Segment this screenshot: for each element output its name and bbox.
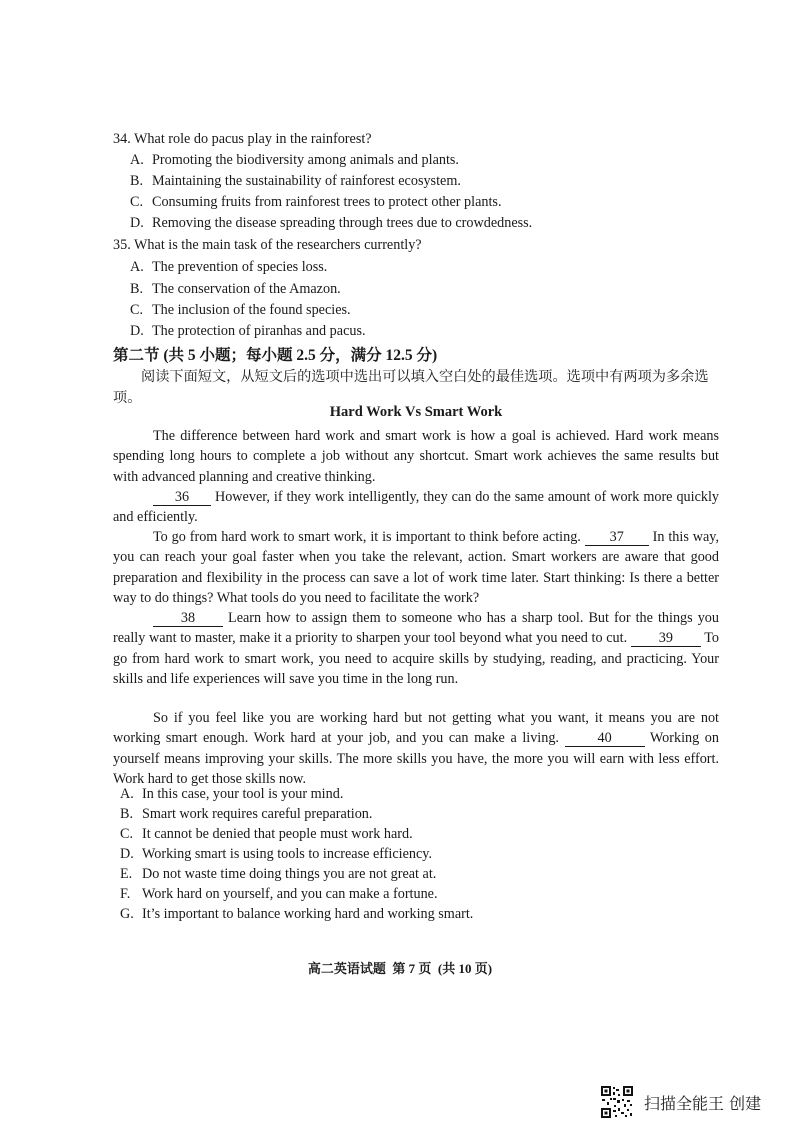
choice-d [120, 844, 432, 864]
passage-paragraph-1: The difference between hard work and smart work is how a goal is achieved. Hard work means spending long hours to complete a job without any shortcut. Smart work achieves the same results but with advanced planning and creative thinking. [113, 428, 719, 485]
option-34-c [130, 192, 502, 213]
choice-text: Smart work requires careful preparation. [142, 806, 373, 822]
blank-38: 38 [153, 610, 223, 627]
choice-text: Do not waste time doing things you are not great at. [142, 866, 437, 882]
option-text: Maintaining the sustainability of rainforest ecosystem. [152, 173, 461, 189]
passage-title: Hard Work Vs Smart Work [329, 404, 503, 420]
watermark [600, 1085, 790, 1119]
qr-code-icon [600, 1085, 634, 1119]
paragraph-text: However, if they work intelligently, they can do the same amount of work more quickly and efficiently. [113, 489, 719, 526]
section-heading: 第二节 (共 5 小题；每小题 2.5 分，满分 12.5 分) [113, 347, 438, 364]
choice-letter: E. [120, 866, 133, 882]
passage-paragraph-3 [113, 527, 719, 608]
option-letter: C. [130, 194, 144, 210]
blank-40: 40 [565, 730, 645, 747]
question-stem: What role do pacus play in the rainforest? [134, 131, 372, 147]
question-34 [113, 129, 372, 150]
option-text: The conservation of the Amazon. [152, 281, 341, 297]
question-number: 35. [113, 237, 131, 253]
option-35-b [130, 279, 341, 300]
choice-text: Working smart is using tools to increase efficiency. [142, 846, 433, 862]
choice-text: It cannot be denied that people must work hard. [142, 826, 413, 842]
option-letter: D. [130, 215, 144, 231]
question-35 [113, 235, 422, 256]
watermark-text: 扫描全能王 创建 [644, 1094, 762, 1113]
option-text: The protection of piranhas and pacus. [152, 323, 366, 339]
blank-37: 37 [585, 529, 649, 546]
choice-f [120, 884, 438, 904]
option-text: The prevention of species loss. [152, 259, 328, 275]
option-letter: B. [130, 173, 144, 189]
question-stem: What is the main task of the researchers currently? [134, 237, 422, 253]
paragraph-text: To go from hard work to smart work, it is important to think before acting. [153, 529, 585, 545]
paragraph-text: Working on yourself means improving your skills. The more skills you have, the more you will earn with less effort. Work hard to get those skills now. [113, 730, 719, 787]
section-instruction: 阅读下面短文，从短文后的选项中选出可以填入空白处的最佳选项。选项中有两项为多余选项。 [113, 369, 709, 406]
choice-text: Work hard on yourself, and you can make a fortune. [142, 886, 438, 902]
choice-c [120, 824, 413, 844]
option-letter: A. [130, 259, 144, 275]
choice-text: In this case, your tool is your mind. [142, 786, 344, 802]
option-34-a [130, 150, 459, 171]
choice-letter: C. [120, 826, 134, 842]
passage-paragraph-4 [113, 608, 719, 689]
paragraph-text: To go from hard work to smart work, you need to acquire skills by studying, reading, and practicing. Your skills and life experiences will save you time in the long run. [113, 630, 719, 687]
choice-letter: A. [120, 786, 134, 802]
option-34-b [130, 171, 461, 192]
paragraph-text: So if you feel like you are working hard but not getting what you want, it means you are not working smart enough. Work hard at your job, and you can make a living. [113, 710, 719, 747]
passage-paragraph-2 [113, 487, 719, 528]
choice-e [120, 864, 436, 884]
question-number: 34. [113, 131, 131, 147]
option-text: Promoting the biodiversity among animals and plants. [152, 152, 459, 168]
option-text: Consuming fruits from rainforest trees to protect other plants. [152, 194, 502, 210]
option-text: The inclusion of the found species. [152, 302, 351, 318]
choice-b [120, 804, 372, 824]
option-letter: A. [130, 152, 144, 168]
choice-text: It’s important to balance working hard and working smart. [142, 906, 474, 922]
option-letter: C. [130, 302, 144, 318]
choice-letter: F. [120, 886, 131, 902]
choice-a [120, 784, 343, 804]
choice-letter: G. [120, 906, 134, 922]
choice-letter: B. [120, 806, 134, 822]
option-letter: B. [130, 281, 144, 297]
option-35-a [130, 257, 327, 278]
choice-g [120, 904, 473, 924]
paragraph-text: Learn how to assign them to someone who has a sharp tool. But for the things you really want to master, make it a priority to sharpen your tool beyond what you need to cut. [113, 610, 719, 647]
passage-paragraph-5 [113, 708, 719, 789]
option-letter: D. [130, 323, 144, 339]
blank-36: 36 [153, 489, 211, 506]
choice-letter: D. [120, 846, 134, 862]
option-35-d [130, 321, 366, 342]
page-footer: 高二英语试题 第 7 页 (共 10 页) [307, 961, 493, 976]
option-text: Removing the disease spreading through trees due to crowdedness. [152, 215, 533, 231]
paragraph-text: In this way, you can reach your goal faster when you take the relevant, action. Smart workers are aware that good preparation and flexibility in the process can save a lot of work time later. Start thinking: Is there a better way to do things? What tools do you need to facilitate the work? [113, 529, 719, 606]
blank-39: 39 [631, 630, 701, 647]
option-34-d [130, 213, 532, 234]
option-35-c [130, 300, 351, 321]
